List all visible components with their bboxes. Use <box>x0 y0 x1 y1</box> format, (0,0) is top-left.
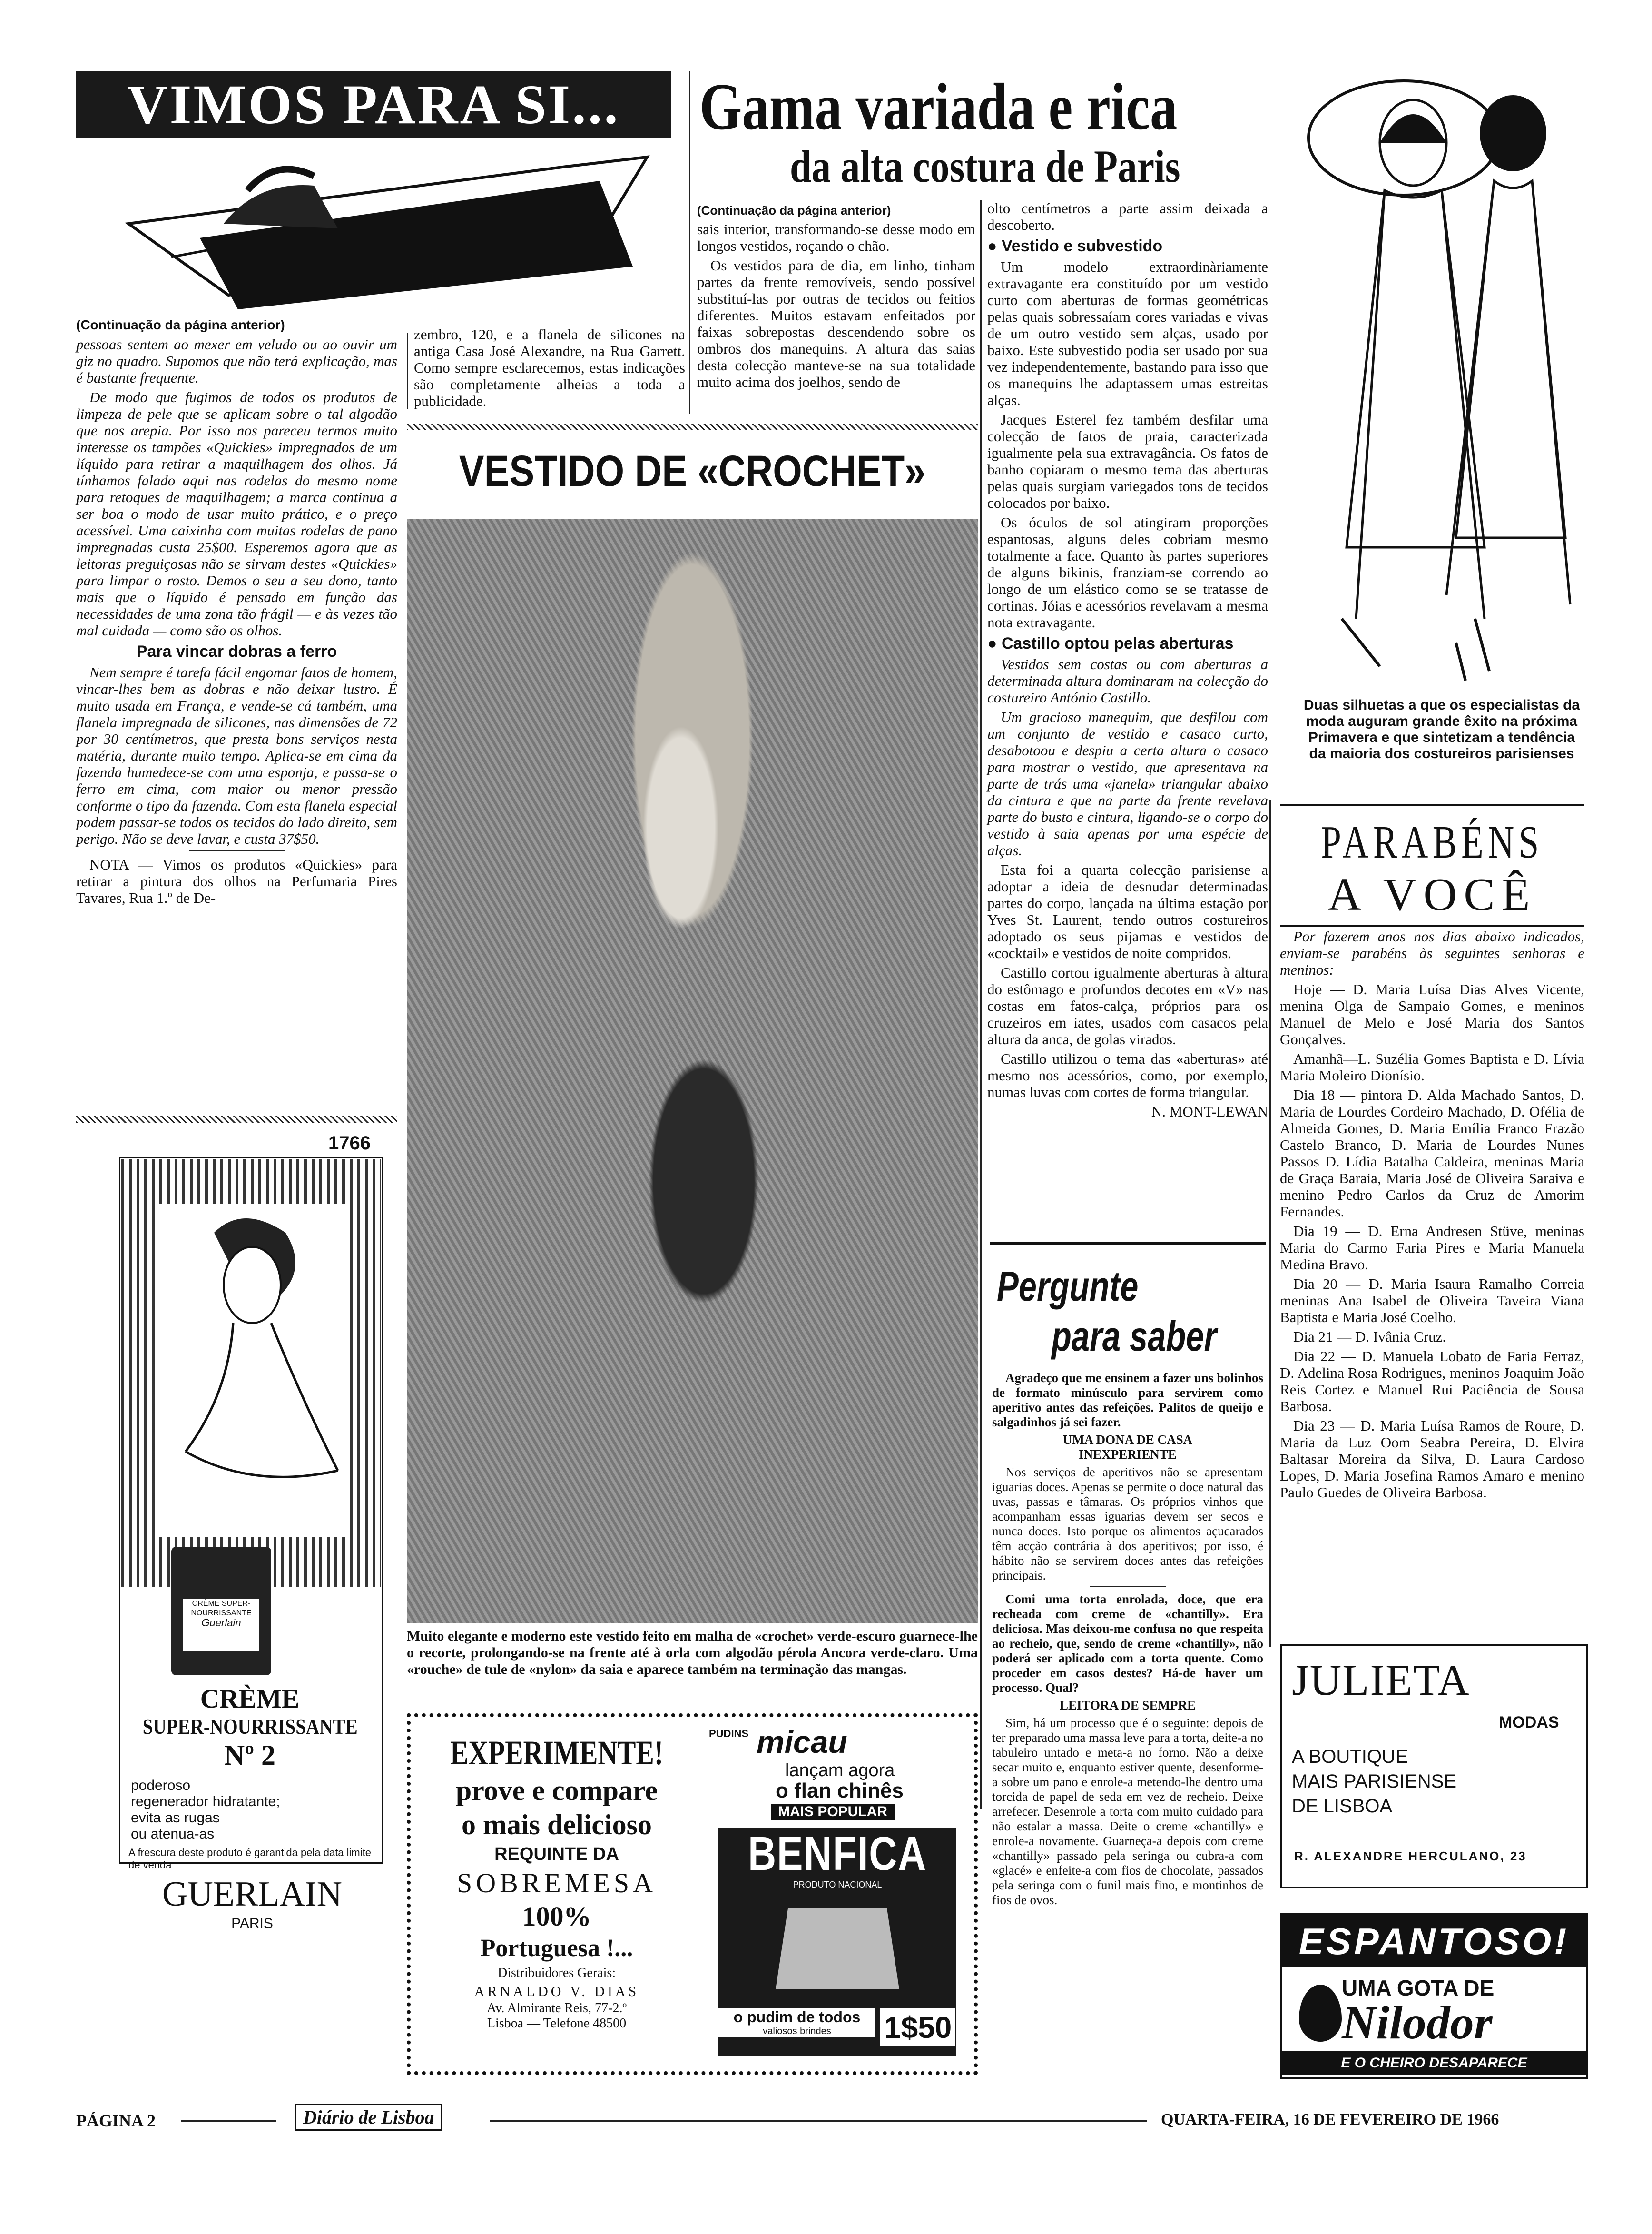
micau-price: 1$50 <box>880 2008 955 2046</box>
nilodor-headline: ESPANTOSO! <box>1282 1915 1586 1967</box>
parabens-entry: Dia 20 — D. Maria Isaura Ramalho Correia meninas Ana Isabel de Oliveira Taveira Viana Baptista e Maria José Coelho. <box>1280 1275 1584 1325</box>
woman-illustration <box>157 1204 347 1537</box>
parabens-entry: Dia 22 — D. Manuela Lobato de Faria Ferraz, D. Adelina Rosa Rodrigues, meninos Joaquim João Reis Cortez e Manuel Rui Paciência de Sousa Barbosa. <box>1280 1348 1584 1414</box>
jar-brand: Guerlain <box>201 1617 241 1629</box>
nilodor-brand: Nilodor <box>1342 1996 1493 2049</box>
pergunte-signature: INEXPERIENTE <box>1079 1447 1177 1462</box>
julieta-line: A BOUTIQUE <box>1292 1746 1408 1767</box>
col1-paragraph: pessoas sentem ao mexer em veludo ou ao ouvir um giz no quadro. Supomos que não terá explicação, mas é bastante frequente. <box>76 336 397 386</box>
guerlain-brand: GUERLAIN <box>162 1875 343 1914</box>
micau-brand: micau <box>757 1724 847 1760</box>
footer-paper: Diário de Lisboa <box>295 2104 442 2131</box>
gama-subheading: ● Castillo optou pelas aberturas <box>987 635 1268 652</box>
micau-product-name: BENFICA <box>748 1827 927 1880</box>
micau-slogan: o pudim de todos <box>733 2008 861 2026</box>
col2-paragraph: zembro, 120, e a flanela de silicones na antiga Casa José Alexandre, na Rua Garrett. Como sempre esclarecemos, estas indicações são completamente alheias a toda a publicidade. <box>414 326 685 409</box>
gama-paragraph: Os óculos de sol atingiram proporções espantosas, alguns deles cobriam mesmo totalmente a face. Quanto às partes superiores de alguns bikinis, franziam-se correndo ao longo de um elástico como se se tratasse de cortinas. Jóias e acessórios revelavam a mesma nota extravagante. <box>987 514 1268 631</box>
micau-gifts: valiosos brindes <box>763 2026 831 2036</box>
gama-paragraph: Esta foi a quarta colecção parisiense a adoptar a ideia de desnudar determinadas partes do corpo, lançada na última estação por Yves St. Laurent, tendo outros costureiros adoptado os seus pijamas e vestidos de «cocktail» e vestidos de noite compridos. <box>987 861 1268 961</box>
pergunte-question: Agradeço que me ensinem a fazer uns bolinhos de formato minúsculo para servirem como aperitivo antes das refeições. Palitos de queijo e salgadinhos já sei fazer. <box>992 1371 1263 1429</box>
col1-nota: NOTA — Vimos os produtos «Quickies» para retirar a pintura dos olhos na Perfumaria Pires Tavares, Rua 1.º de De- <box>76 856 397 906</box>
parabens-entry: Dia 19 — D. Erna Andresen Stüve, meninas Maria do Carmo Faria Pires e Maria Manuela Medina Bravo. <box>1280 1223 1584 1273</box>
experimente-line: Distribuidores Gerais: <box>497 1966 616 1980</box>
pergunte-signature: UMA DONA DE CASA <box>1062 1433 1193 1447</box>
crochet-title: VESTIDO DE «CROCHET» <box>459 447 926 495</box>
micau-product <box>718 1828 956 2056</box>
experimente-line: prove e compare <box>455 1775 658 1806</box>
col1-paragraph: De modo que fugimos de todos os produtos de limpeza de pele que se aplicam sobre o tal algodão que nos arepia. Por isso nos pareceu termos muito interesse os tampões «Quickies» impregnados de um líquido para retirar a maquilhagem dos olhos. Já tínhamos falado aqui nas rodelas do mesmo nome para retoques de maquilhagem; a marca continua a ser boa o modo de usar muito prático, e o preço acessível. Uma caixinha com muitas rodelas de pano impregnadas custa 25$00. Esperemos agora que as leitoras preguiçosas não se sirvam destes «Quickies» para limpar o rosto. Demos o seu a seu dono, tanto mais que o líquido é pensado em função das necessidades de uma zona tão frágil — e às vezes tão mal cuidada — como são os olhos. <box>76 389 397 639</box>
pudding-icon <box>776 1908 899 1989</box>
product-name: CRÈME <box>200 1684 300 1714</box>
parabens-entry: Dia 18 — pintora D. Alda Machado Santos, D. Maria de Lourdes Cordeiro Machado, D. Ofélia de Almeida Gomes, D. Maria Emília Franco Frazão Castelo Branco, D. Maria de Lourdes Nunes Passos D. Lídia Batalha Caldeira, meninas Maria de Graça Baraia, Maria José de Oliveira Saraiva e menino Pedro Carlos da Cruz de Amorim Fernandes. <box>1280 1087 1584 1220</box>
gama-paragraph: Vestidos sem costas ou com aberturas a determinada altura dominaram na colecção do costureiro António Castillo. <box>987 656 1268 706</box>
parabens-entry: Dia 21 — D. Ivânia Cruz. <box>1293 1328 1446 1345</box>
experimente-line: Lisboa — Telefone 48500 <box>487 2016 627 2031</box>
gama-paragraph: Um gracioso manequim, que desfilou com um conjunto de vestido e casaco curto, desabotoou e despiu a certa altura o casaco para mostrar o vestido, que apresentava na parte de trás uma «janela» triangular abaixo da cintura e que na parte da frente revelava parte do busto e cintura, ligando-se o corpo do vestido à saia apenas por uma espécie de alças. <box>987 709 1268 859</box>
guerlain-code: 1766 <box>328 1133 371 1154</box>
pergunte-answer: Nos serviços de aperitivos não se apresentam iguarias doces. Apenas se permite o doce natural das uvas, passas e tâmaras. Os próprios vinhos que acompanham essas iguarias devem ser secos e nunca doces. Isto porque os alimentos açucarados têm acção contrária à dos aperitivos; por isso, é hábito não se servirem doces antes das refeições principais. <box>992 1465 1263 1582</box>
experimente-line: o mais delicioso <box>462 1809 652 1840</box>
product-desc: ou atenua-as <box>131 1826 215 1842</box>
gama-paragraph: olto centímetros a parte assim deixada a descoberto. <box>987 200 1268 233</box>
footer-date: QUARTA-FEIRA, 16 DE FEVEREIRO DE 1966 <box>1161 2111 1499 2128</box>
fashion-illustration <box>1285 71 1594 690</box>
gama-subheading: ● Vestido e subvestido <box>987 238 1268 255</box>
footer-page: PÁGINA 2 <box>76 2111 156 2130</box>
gama-paragraph: sais interior, transformando-se desse modo em longos vestidos, roçando o chão. <box>697 221 975 254</box>
micau-national: PRODUTO NACIONAL <box>793 1880 882 1889</box>
gama-subtitle: da alta costura de Paris <box>790 141 1180 192</box>
experimente-line: 100% <box>522 1901 591 1932</box>
gama-continuation: (Continuação da página anterior) <box>697 203 891 217</box>
parabens-title-2: A VOCÊ <box>1328 869 1537 920</box>
gama-paragraph: Um modelo extraordinàriamente extravagante era constituído por um vestido curto com aberturas de formas geométricas pelas quais sobressaíam cores variadas e vivas de um outro vestido sem alças, usado por baixo. Este subvestido podia ser usado por sua vez independentemente, bastando para isso que os manequins lhe adaptassem umas estreitas alças. <box>987 258 1268 408</box>
micau-line: lançam agora <box>785 1760 895 1780</box>
julieta-modas: MODAS <box>1499 1713 1559 1731</box>
pergunte-answer: Sim, há um processo que é o seguinte: depois de ter preparado uma massa leve para a torta, deite-a no tabuleiro untado e meta-a no forno. Não a deixe secar muito e, enquanto estiver quente, desenforme-a sobre um pano e enrole-a metendo-lhe dentro uma torcida de papel de seda em vez de recheio. Deixe arrefecer. Desenrole a torta com muito cuidado para não estalar a massa. Deite o creme «chantilly» e enrole-a novamente. Guarneça-a depois com creme «chantilly» passado pela seringa ou cubra-a com «glacé» e enfeite-a com fios de chocolate, passados pela seringa com o funil mais fino, e montinhos de fios de ovos. <box>992 1716 1263 1907</box>
crochet-photo <box>407 519 978 1623</box>
product-desc: regenerador hidratante; <box>131 1794 280 1809</box>
experimente-line: Portuguesa !... <box>480 1935 633 1962</box>
julieta-line: DE LISBOA <box>1292 1796 1393 1817</box>
guerlain-note: A frescura deste produto é garantida pela data limite de venda <box>128 1847 371 1871</box>
fashion-caption: Duas silhuetas a que os especialistas da moda auguram grande êxito na próxima Primavera e que sintetizam a tendência da maioria dos costureiros parisienses <box>1303 697 1580 761</box>
parabens-entry: Hoje — D. Maria Luísa Dias Alves Vicente, menina Olga de Sampaio Gomes, e meninos Manuel de Melo e José Maria dos Santos Gonçalves. <box>1280 981 1584 1048</box>
parabens-intro: Por fazerem anos nos dias abaixo indicados, enviam-se parabéns às seguintes senhoras e meninos: <box>1280 928 1584 978</box>
col1-paragraph: Nem sempre é tarefa fácil engomar fatos de homem, vincar-lhes bem as dobras e não deixar lustro. É muito usada em França, e vende-se cá também, uma flanela impregnada de silicones, nas dimensões de 72 por 30 centímetros, que presta bons serviços nesta matéria, durante muito tempo. Aplica-se em cima da fazenda humedece-se com uma esponja, e passa-se o ferro em cima, com maior ou menor pressão conforme o tipo da fazenda. Com esta flanela especial podem passar-se todos os tecidos do lado direito, sem perigo. Não se deve lavar, e custa 37$50. <box>76 664 397 847</box>
micau-line: o flan chinês <box>776 1779 904 1802</box>
gama-paragraph: Castillo cortou igualmente aberturas à altura do estômago e profundos decotes em «V» nas costas em fatos-calça, próprios para os cruzeiros em iates, usados com casacos pela altura da anca, de golas virados. <box>987 964 1268 1048</box>
julieta-name: JULIETA <box>1292 1656 1470 1704</box>
julieta-line: MAIS PARISIENSE <box>1292 1771 1457 1792</box>
gama-author: N. MONT-LEWAN <box>1151 1103 1268 1120</box>
pergunte-title-2: para saber <box>1052 1313 1217 1360</box>
iron-illustration <box>114 138 661 314</box>
col1-subheading: Para vincar dobras a ferro <box>136 643 337 661</box>
product-desc: evita as rugas <box>131 1810 220 1826</box>
jar-label: CRÈME SUPER- <box>192 1600 251 1608</box>
pergunte-question: Comi uma torta enrolada, doce, que era recheada com creme de «chantilly». Era deliciosa. Mas deixou-me confusa no que respeita ao recheio, que, sendo de creme «chantilly», não poderá ser aplicado com a torta quente. Como proceder em casos destes? Há-de haver um processo. Qual? <box>992 1592 1263 1695</box>
experimente-line: SOBREMESA <box>456 1868 657 1898</box>
gama-title: Gama variada e rica <box>699 70 1178 144</box>
nilodor-tagline: E O CHEIRO DESAPARECE <box>1282 2051 1586 2075</box>
micau-pudins: PUDINS <box>709 1728 749 1740</box>
parabens-entry: Dia 23 — D. Maria Luísa Ramos de Roure, D. Maria da Luz Oom Seabra Pereira, D. Elvira Baltasar Moreira da Silva, D. Laura Cardoso Lopes, D. Maria Josefina Ramos Amaro e menino Paulo Guedes de Oliveira Barbosa. <box>1280 1417 1584 1501</box>
jar-label: NOURRISSANTE <box>191 1609 252 1617</box>
julieta-address: R. ALEXANDRE HERCULANO, 23 <box>1294 1849 1527 1863</box>
experimente-line: REQUINTE DA <box>494 1844 619 1864</box>
pergunte-title-1: Pergunte <box>997 1263 1139 1310</box>
nilodor-line: UMA GOTA DE <box>1342 1976 1495 2000</box>
experimente-line: ARNALDO V. DIAS <box>474 1984 639 1999</box>
gama-paragraph: Jacques Esterel fez também desfilar uma colecção de fatos de praia, caracterizada igualmente pela sua extravagância. Os fatos de banho copiaram o mesmo tema das aberturas pelas quais surgiam variegados tons de tecidos colocados por baixo. <box>987 411 1268 511</box>
cream-jar <box>171 1547 271 1675</box>
product-desc: poderoso <box>131 1778 191 1793</box>
experimente-line: Av. Almirante Reis, 77-2.º <box>486 2001 627 2016</box>
vimos-banner: VIMOS PARA SI... <box>76 71 671 138</box>
product-name: Nº 2 <box>224 1740 276 1771</box>
parabens-title-1: PARABÉNS <box>1321 817 1544 868</box>
gama-paragraph: Castillo utilizou o tema das «aberturas» até mesmo nos acessórios, como, por exemplo, numas luvas com cortes de forma triangular. <box>987 1050 1268 1100</box>
guerlain-city: PARIS <box>231 1916 273 1931</box>
product-name: SUPER-NOURRISSANTE <box>142 1714 358 1739</box>
gama-paragraph: Os vestidos para de dia, em linho, tinham partes da frente removíveis, sendo possível substituí-las por outras de tecidos ou feitios diferentes. Muitos estavam enfeitados por faixas sobrepostas descendendo sobre os ombros dos manequins. A altura das saias desta colecção manteve-se na sua totalidade muito acima dos joelhos, sendo de <box>697 257 975 390</box>
pergunte-signature: LEITORA DE SEMPRE <box>1059 1698 1196 1712</box>
experimente-headline: EXPERIMENTE! <box>450 1734 664 1772</box>
micau-line: MAIS POPULAR <box>771 1804 895 1820</box>
col1-continuation: (Continuação da página anterior) <box>76 317 285 332</box>
parabens-entry: Amanhã—L. Suzélia Gomes Baptista e D. Lívia Maria Moleiro Dionísio. <box>1280 1050 1584 1084</box>
crochet-caption: Muito elegante e moderno este vestido feito em malha de «crochet» verde-escuro guarnece-lhe o recorte, prolongando-se na frente até à orla com algodão pérola Ancora verde-claro. Uma «rouche» de tule de «nylon» da saia e aparece também na terminação das mangas. <box>407 1628 978 1677</box>
